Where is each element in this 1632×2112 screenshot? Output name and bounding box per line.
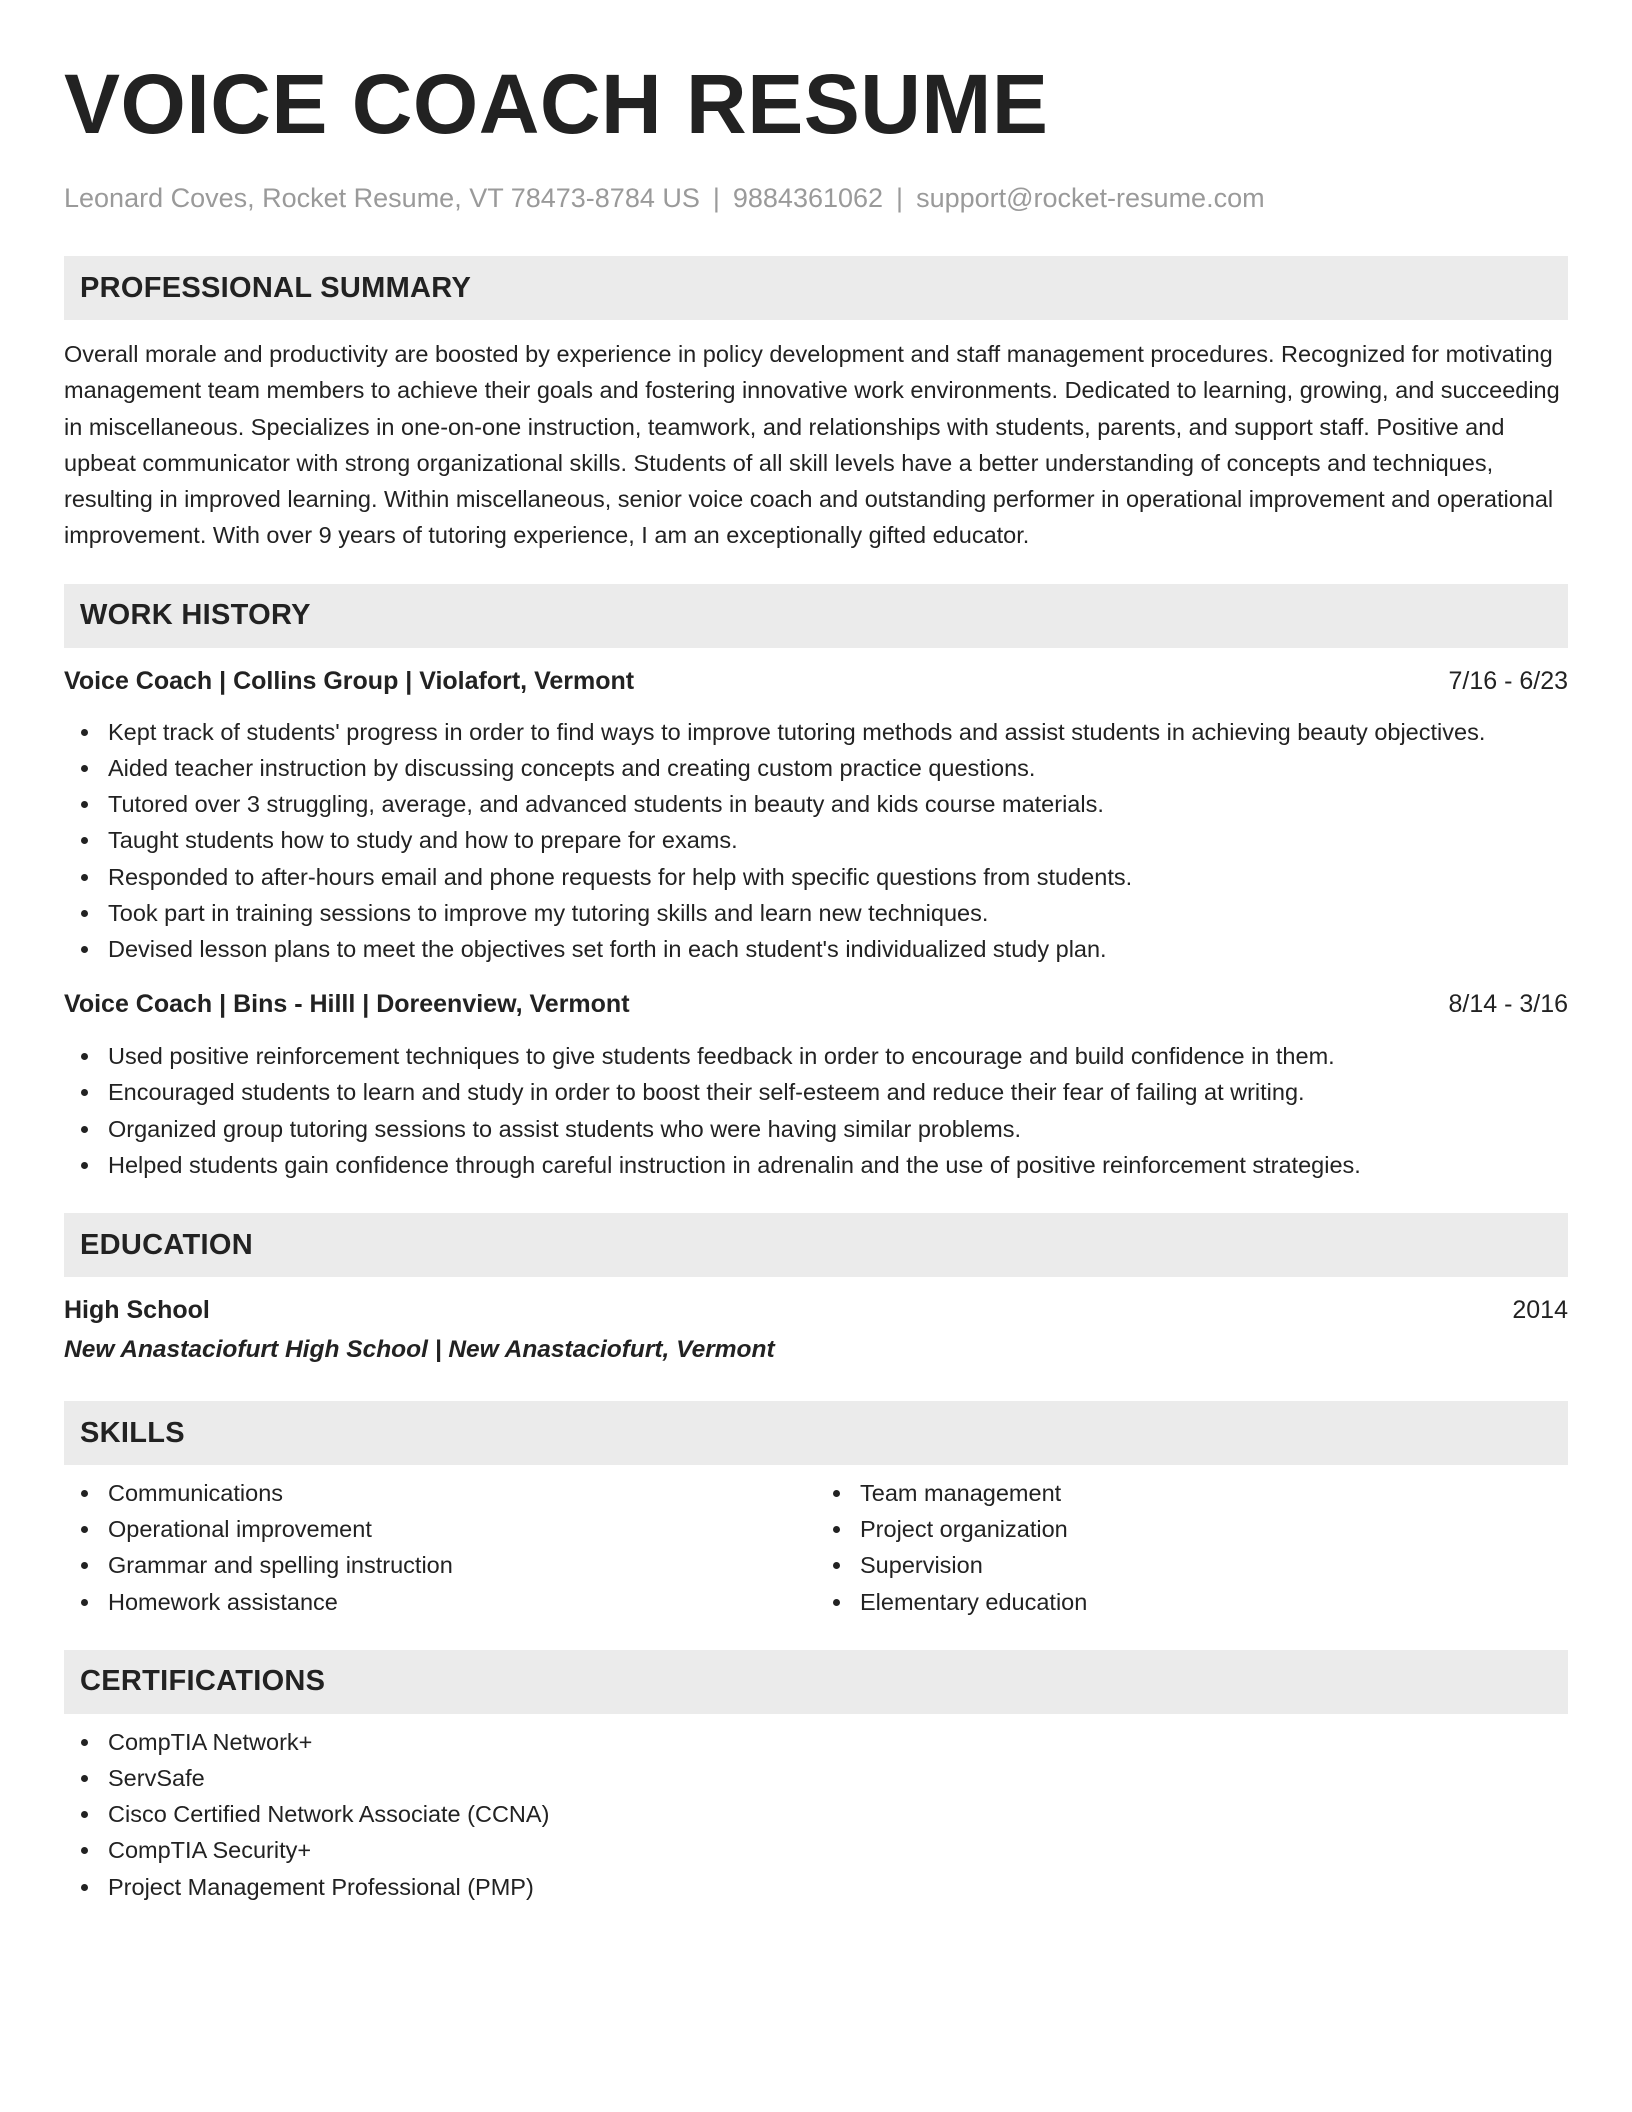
education-degree: High School xyxy=(64,1296,210,1325)
job-title: Voice Coach | Collins Group | Violafort, Vermont xyxy=(64,666,635,695)
skill-item: Homework assistance xyxy=(64,1584,816,1620)
education-year: 2014 xyxy=(1512,1296,1568,1325)
summary-text: Overall morale and productivity are boosted by experience in policy development and staff management procedures. Recognized for motivating management team members to achieve their goals and fostering innovative work environments. Dedicated to learning, growing, and succeeding in miscellaneous. Specializes in one-on-one instruction, teamwork, and relationships with students, parents, and support staff. Positive and upbeat communicator with strong organizational skills. Students of all skill levels have a better understanding of concepts and techniques, resulting in improved learning. Within miscellaneous, senior voice coach and outstanding performer in operational improvement and operational improvement. With over 9 years of tutoring experience, I am an exceptionally gifted educator. xyxy=(64,341,1560,549)
job-bullet: Organized group tutoring sessions to assist students who were having similar problems. xyxy=(64,1111,1568,1147)
job-bullet: Took part in training sessions to improve my tutoring skills and learn new techniques. xyxy=(64,895,1568,931)
contact-separator: | xyxy=(712,183,720,213)
certification-item: Cisco Certified Network Associate (CCNA) xyxy=(64,1796,1568,1832)
skill-item: Team management xyxy=(816,1475,1568,1511)
skills-list xyxy=(816,1475,1568,1620)
contact-separator: | xyxy=(896,183,904,213)
job-bullet: Kept track of students' progress in order to find ways to improve tutoring methods and assist students in achieving beauty objectives. xyxy=(64,714,1568,750)
education-school: New Anastaciofurt High School | New Anastaciofurt, Vermont xyxy=(64,1336,775,1364)
job-bullet: Helped students gain confidence through careful instruction in adrenalin and the use of positive reinforcement strategies. xyxy=(64,1147,1568,1183)
job-bullet: Aided teacher instruction by discussing concepts and creating custom practice questions. xyxy=(64,750,1568,786)
skills-grid xyxy=(64,1475,1568,1620)
certification-item: ServSafe xyxy=(64,1760,1568,1796)
certifications-list xyxy=(64,1724,1568,1905)
job-header xyxy=(64,987,1568,1021)
job-bullet: Used positive reinforcement techniques to give students feedback in order to encourage and build confidence in them. xyxy=(64,1038,1568,1074)
job-bullet: Responded to after-hours email and phone requests for help with specific questions from students. xyxy=(64,859,1568,895)
job-bullet-list xyxy=(64,714,1568,967)
contact-line xyxy=(64,180,1568,216)
resume-title: VOICE COACH RESUME xyxy=(64,57,1049,151)
contact-phone: 9884361062 xyxy=(732,183,884,213)
job-title: Voice Coach | Bins - Hilll | Doreenview, Vermont xyxy=(64,990,630,1019)
job-entry xyxy=(64,664,1568,967)
skill-item: Project organization xyxy=(816,1511,1568,1547)
section-heading-work-history: WORK HISTORY xyxy=(64,584,1568,648)
contact-address: Leonard Coves, Rocket Resume, VT 78473-8784 US xyxy=(64,183,700,213)
skill-item: Communications xyxy=(64,1475,816,1511)
education-header xyxy=(64,1293,1568,1327)
skills-list xyxy=(64,1475,816,1620)
skill-item: Grammar and spelling instruction xyxy=(64,1547,816,1583)
skill-item: Operational improvement xyxy=(64,1511,816,1547)
job-bullet: Tutored over 3 struggling, average, and advanced students in beauty and kids course materials. xyxy=(64,786,1568,822)
certification-item: CompTIA Security+ xyxy=(64,1832,1568,1868)
skill-item: Supervision xyxy=(816,1547,1568,1583)
job-dates: 8/14 - 3/16 xyxy=(1448,990,1568,1019)
section-heading-certifications: CERTIFICATIONS xyxy=(64,1650,1568,1714)
job-header xyxy=(64,664,1568,698)
education-entry xyxy=(64,1293,1568,1367)
job-bullet: Taught students how to study and how to prepare for exams. xyxy=(64,822,1568,858)
job-bullet-list xyxy=(64,1038,1568,1183)
certification-item: Project Management Professional (PMP) xyxy=(64,1869,1568,1905)
skill-item: Elementary education xyxy=(816,1584,1568,1620)
job-bullet: Encouraged students to learn and study in order to boost their self-esteem and reduce their fear of failing at writing. xyxy=(64,1074,1568,1110)
job-dates: 7/16 - 6/23 xyxy=(1448,666,1568,695)
job-bullet: Devised lesson plans to meet the objectives set forth in each student's individualized study plan. xyxy=(64,931,1568,967)
skills-column-right xyxy=(816,1475,1568,1620)
skills-column-left xyxy=(64,1475,816,1620)
contact-email: support@rocket-resume.com xyxy=(916,183,1265,213)
certification-item: CompTIA Network+ xyxy=(64,1724,1568,1760)
job-entry xyxy=(64,987,1568,1183)
section-heading-summary: PROFESSIONAL SUMMARY xyxy=(64,256,1568,320)
section-heading-skills: SKILLS xyxy=(64,1401,1568,1465)
section-heading-education: EDUCATION xyxy=(64,1213,1568,1277)
